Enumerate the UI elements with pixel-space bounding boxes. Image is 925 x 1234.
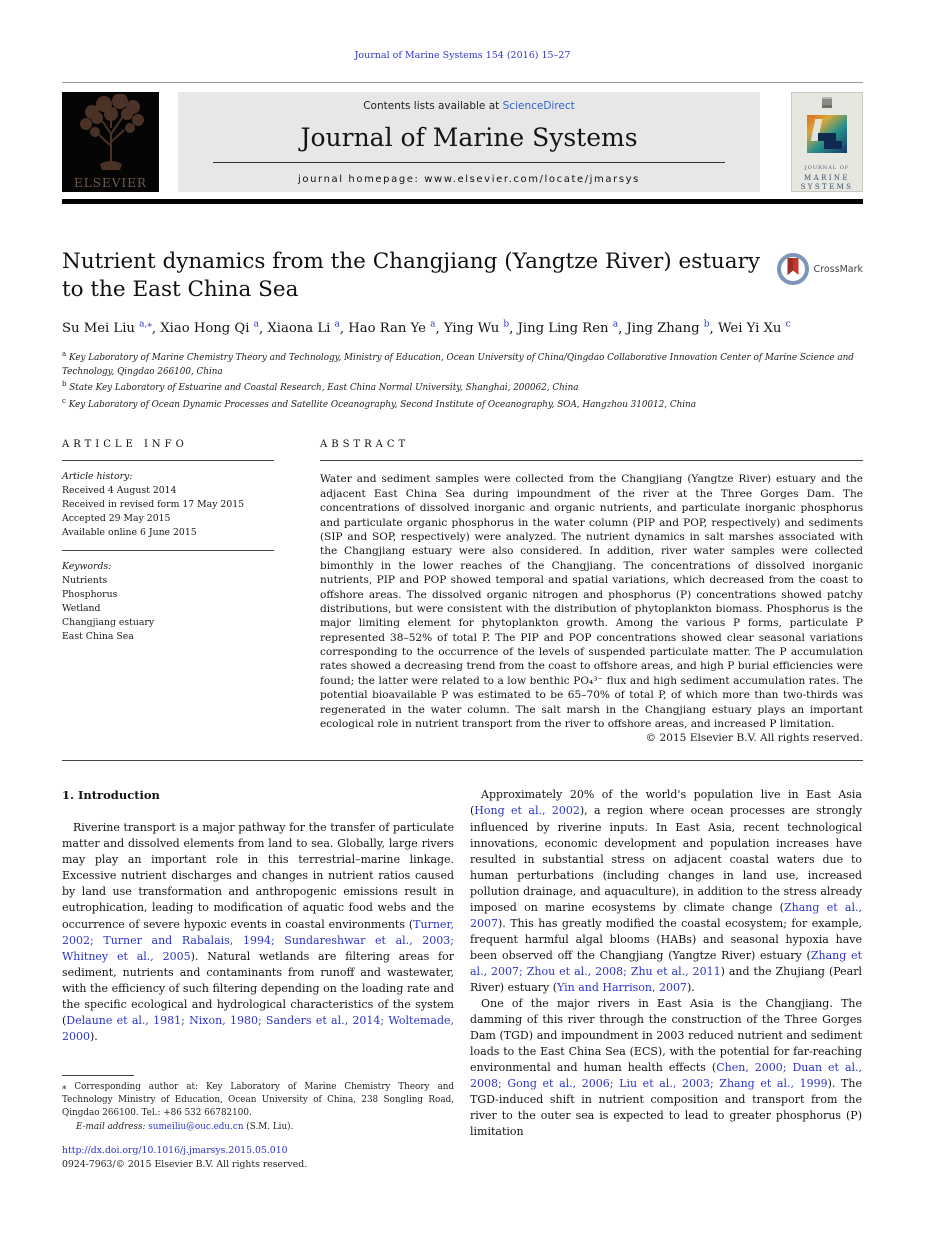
footnote-rule <box>62 1075 134 1076</box>
footnote-email-line: E-mail address: sumeiliu@ouc.edu.cn (S.M. Liu). <box>76 1122 294 1133</box>
article-info-rule <box>62 460 274 461</box>
doi-link[interactable]: http://dx.doi.org/10.1016/j.jmarsys.2015.05.010 <box>62 1145 288 1157</box>
top-divider <box>62 82 863 83</box>
list-item: Received in revised form 17 May 2015 <box>62 499 245 511</box>
abstract-column <box>320 439 863 744</box>
author-affiliation-sup: a,⁎ <box>139 319 152 330</box>
journal-masthead <box>62 92 863 192</box>
abstract-heading: ABSTRACT <box>320 439 410 451</box>
title-block <box>62 248 863 305</box>
keywords-block <box>62 560 274 644</box>
citation-link[interactable]: Yin and Harrison, 2007 <box>557 981 687 994</box>
citation-link[interactable]: sumeiliu@ouc.edu.cn <box>148 1122 244 1133</box>
affiliation-item: $^c$ Key Laboratory of Ocean Dynamic Processes and Satellite Oceanography, Second Institute of Oceanography, SOA, Hangzhou 310012, China <box>62 396 696 410</box>
author-affiliation-sup: a <box>334 319 340 330</box>
crossmark-icon <box>776 252 810 286</box>
article-info-column <box>62 439 274 744</box>
issn-copyright-line: 0924-7963/© 2015 Elsevier B.V. All rights reserved. <box>62 1159 308 1171</box>
abstract-text: Water and sediment samples were collected from the Changjiang (Yangtze River) estuary and the adjacent East China Sea during impoundment of the river at the Three Gorges Dam. The concentrations of dissolved inorganic and organic nutrients, and particulate inorganic phosphorus and particulate organic phosphorus in the water column (PIP and POP, respectively) and sediments (SIP and SOP, respectively) were analyzed. The nutrient dynamics in salt marshes associated with the Changjiang estuary were also considered. In addition, river water samples were collected bimonthly in the lower reaches of the Changjiang. The concentrations of dissolved inorganic nutrients, PIP and POP showed temporal and spatial variations, which decreased from the coast to offshore areas. The dissolved organic nitrogen and phosphorus (P) concentrations showed patchy distributions, but were consistent with the distribution of phytoplankton biomass. Phosphorus is the major limiting element for phytoplankton growth. Among the various P forms, particulate P represented 38–52% of total P. The PIP and POP concentrations showed clear seasonal variations corresponding to the occurrence of the levels of suspended particulate matter. The P accumulation rates showed a decreasing trend from the coast to offshore areas, and high P burial efficiencies were found; the latter were related to a low benthic PO₄³⁻ flux and high sediment accumulation rates. The potential bioavailable P was estimated to be 65–70% of total P, of which more than two-thirds was regenerated in the water column. The salt marsh in the Changjiang estuary plays an important ecological role in nutrient transport from the river to offshore areas, and increased P limitation. <box>320 473 863 731</box>
footnote-text: ⁎ Corresponding author at: Key Laboratory of Marine Chemistry Theory and Technology Ministry of Education, Ocean University of China, 238 Songling Road, Qingdao 266100. Tel.: +86 532 66782100. <box>62 1081 454 1119</box>
author-name: Xiao Hong Qi $^a$ <box>160 319 259 337</box>
corresponding-author-footnote <box>62 1075 454 1135</box>
author-affiliation-sup: c <box>785 319 791 330</box>
cover-systems: SYSTEMS <box>800 183 854 191</box>
crossmark-badge[interactable] <box>776 252 863 286</box>
affiliation-item: $^b$ State Key Laboratory of Estuarine and Coastal Research, East China Normal University, Shanghai, 200062, China <box>62 380 579 394</box>
author-name: Wei Yi Xu $^c$ <box>717 319 791 337</box>
elsevier-wordmark: ELSEVIER <box>74 176 147 190</box>
abstract-rule <box>320 460 863 461</box>
citation-link[interactable]: Chen, 2000; Duan et al., 2008; Gong et al., 2006; Liu et al., 2003; Zhang et al., 1999 <box>470 1061 863 1091</box>
author-list: Su Mei Liu $^{a,⁎}$, Xiao Hong Qi $^a$, Xiaona Li $^a$, Hao Ran Ye $^a$, Ying Wu $^b$, Jing Ling Ren $^a$, Jing Zhang $^b$, Wei Yi Xu $^c$ <box>62 319 791 337</box>
citation-link[interactable]: Turner, 2002; Turner and Rabalais, 1994; Sundareshwar et al., 2003; Whitney et al., 2005 <box>62 917 454 963</box>
list-item: Received 4 August 2014 <box>62 485 177 497</box>
author-name: Jing Zhang $^b$ <box>626 319 710 337</box>
list-item: Changjiang estuary <box>62 616 155 628</box>
citation-link[interactable]: ScienceDirect <box>502 100 575 112</box>
section-bottom-rule <box>62 760 863 761</box>
citation-link[interactable]: Zhang et al., 2007; Zhou et al., 2008; Zhu et al., 2011 <box>470 948 862 978</box>
article-history-dates <box>62 484 274 540</box>
cover-marine: MARINE <box>804 174 850 182</box>
journal-cover-thumbnail <box>791 92 863 192</box>
cover-journal-of: JOURNAL OF <box>804 165 850 171</box>
author-name: Su Mei Liu $^{a,⁎}$ <box>62 319 152 337</box>
crossmark-label: CrossMark <box>813 263 863 275</box>
list-item: Phosphorus <box>62 588 118 600</box>
list-item: Available online 6 June 2015 <box>62 527 197 539</box>
elsevier-tree-icon <box>70 94 152 172</box>
author-affiliation-sup: a <box>430 319 436 330</box>
author-name: Hao Ran Ye $^a$ <box>348 319 436 337</box>
article-info-heading: ARTICLE INFO <box>62 439 188 451</box>
elsevier-logo <box>62 92 159 192</box>
contents-lists-line: Contents lists available at ScienceDirect <box>363 100 575 112</box>
list-item: East China Sea <box>62 630 134 642</box>
author-affiliation-sup: a <box>612 319 619 330</box>
journal-name: Journal of Marine Systems <box>300 122 638 152</box>
left-column <box>62 787 454 1140</box>
body-two-columns <box>62 787 863 1140</box>
list-item: Accepted 29 May 2015 <box>62 513 171 525</box>
article-history <box>62 470 274 540</box>
author-affiliation-sup: b <box>503 319 510 330</box>
keywords-label: Keywords: <box>62 561 112 573</box>
right-column <box>470 787 862 1140</box>
first-page-footer <box>62 1144 307 1172</box>
list-item: Wetland <box>62 602 101 614</box>
crest-icon <box>822 97 832 108</box>
citation-link[interactable]: Delaune et al., 1981; Nixon, 1980; Sanders et al., 2014; Woltemade, 2000 <box>62 1013 454 1043</box>
affiliation-item: $^a$ Key Laboratory of Marine Chemistry Theory and Technology, Ministry of Education, Ocean University of China/Qingdao Collaborative Innovation Center of Marine Science and Technology, Qingdao 266100, China <box>62 350 854 377</box>
journal-homepage-link[interactable]: journal homepage: www.elsevier.com/locate/jmarsys <box>298 173 640 185</box>
author-name: Ying Wu $^b$ <box>443 319 510 337</box>
abstract-copyright: © 2015 Elsevier B.V. All rights reserved. <box>645 732 863 745</box>
intro-paragraph-3: One of the major rivers in East Asia is the Changjiang. The damming of this river through the construction of the Three Gorges Dam (TGD) and impoundment in 2003 reduced nutrient and sediment loads to the East China Sea (ECS), with the potential for far-reaching environmental and human health effects (Chen, 2000; Duan et al., 2008; Gong et al., 2006; Liu et al., 2003; Zhang et al., 1999). The TGD-induced shift in nutrient composition and transport from the river to the outer sea is expected to lead to greater phosphorus (P) limitation <box>470 997 863 1139</box>
journal-citation-header: Journal of Marine Systems 154 (2016) 15–27 <box>354 50 571 61</box>
article-history-label: Article history: <box>62 471 133 483</box>
author-name: Jing Ling Ren $^a$ <box>517 319 619 337</box>
article-title: Nutrient dynamics from the Changjiang (Yangtze River) estuary to the East China Sea <box>62 249 761 303</box>
citation-link[interactable]: Hong et al., 2002 <box>474 804 580 818</box>
author-name: Xiaona Li $^a$ <box>267 319 340 337</box>
author-affiliation-sup: a <box>253 319 259 330</box>
cover-art-icon <box>807 115 847 153</box>
keywords-list <box>62 574 274 644</box>
introduction-heading: 1. Introduction <box>62 788 160 803</box>
masthead-divider <box>213 162 725 163</box>
citation-link[interactable]: Zhang et al., 2007 <box>470 900 863 930</box>
info-abstract-section <box>62 439 863 744</box>
masthead-black-bar <box>62 199 863 204</box>
keywords-rule <box>62 550 274 551</box>
intro-paragraph-1: Riverine transport is a major pathway for the transfer of particulate matter and dissolved elements from land to sea. Globally, large rivers may play an important role in this terrestrial–marine linkage. Excessive nutrient discharges and changes in nutrient ratios caused by land use transformation and anthropogenic emissions result in eutrophication, leading to modification of aquatic food webs and the occurrence of severe hypoxic events in coastal environments (Turner, 2002; Turner and Rabalais, 1994; Sundareshwar et al., 2003; Whitney et al., 2005). Natural wetlands are filtering areas for sediment, nutrients and contaminants from runoff and wastewater, with the efficiency of such filtering depending on the loading rate and the specific ecological and hydrological characteristics of the system (Delaune et al., 1981; Nixon, 1980; Sanders et al., 2014; Woltemade, 2000). <box>62 821 454 1043</box>
masthead-center-panel <box>178 92 760 192</box>
affiliation-list <box>62 349 863 412</box>
intro-paragraph-2: Approximately 20% of the world's population live in East Asia (Hong et al., 2002), a region where ocean processes are strongly influenced by riverine inputs. In East Asia, recent technological innovations, economic development and population increases have resulted in substantial stress on adjacent coastal waters due to human perturbations (including changes in land use, increased pollution drainage, and aquaculture), in addition to the stress already imposed on marine ecosystems by climate change (Zhang et al., 2007). This has greatly modified the coastal ecosystem; for example, frequent harmful algal blooms (HABs) and seasonal hypoxia have been observed off the Changjiang (Yangtze River) estuary (Zhang et al., 2007; Zhou et al., 2008; Zhu et al., 2011) and the Zhujiang (Pearl River) estuary (Yin and Harrison, 2007). <box>470 788 863 994</box>
author-affiliation-sup: b <box>703 319 710 330</box>
list-item: Nutrients <box>62 575 108 587</box>
